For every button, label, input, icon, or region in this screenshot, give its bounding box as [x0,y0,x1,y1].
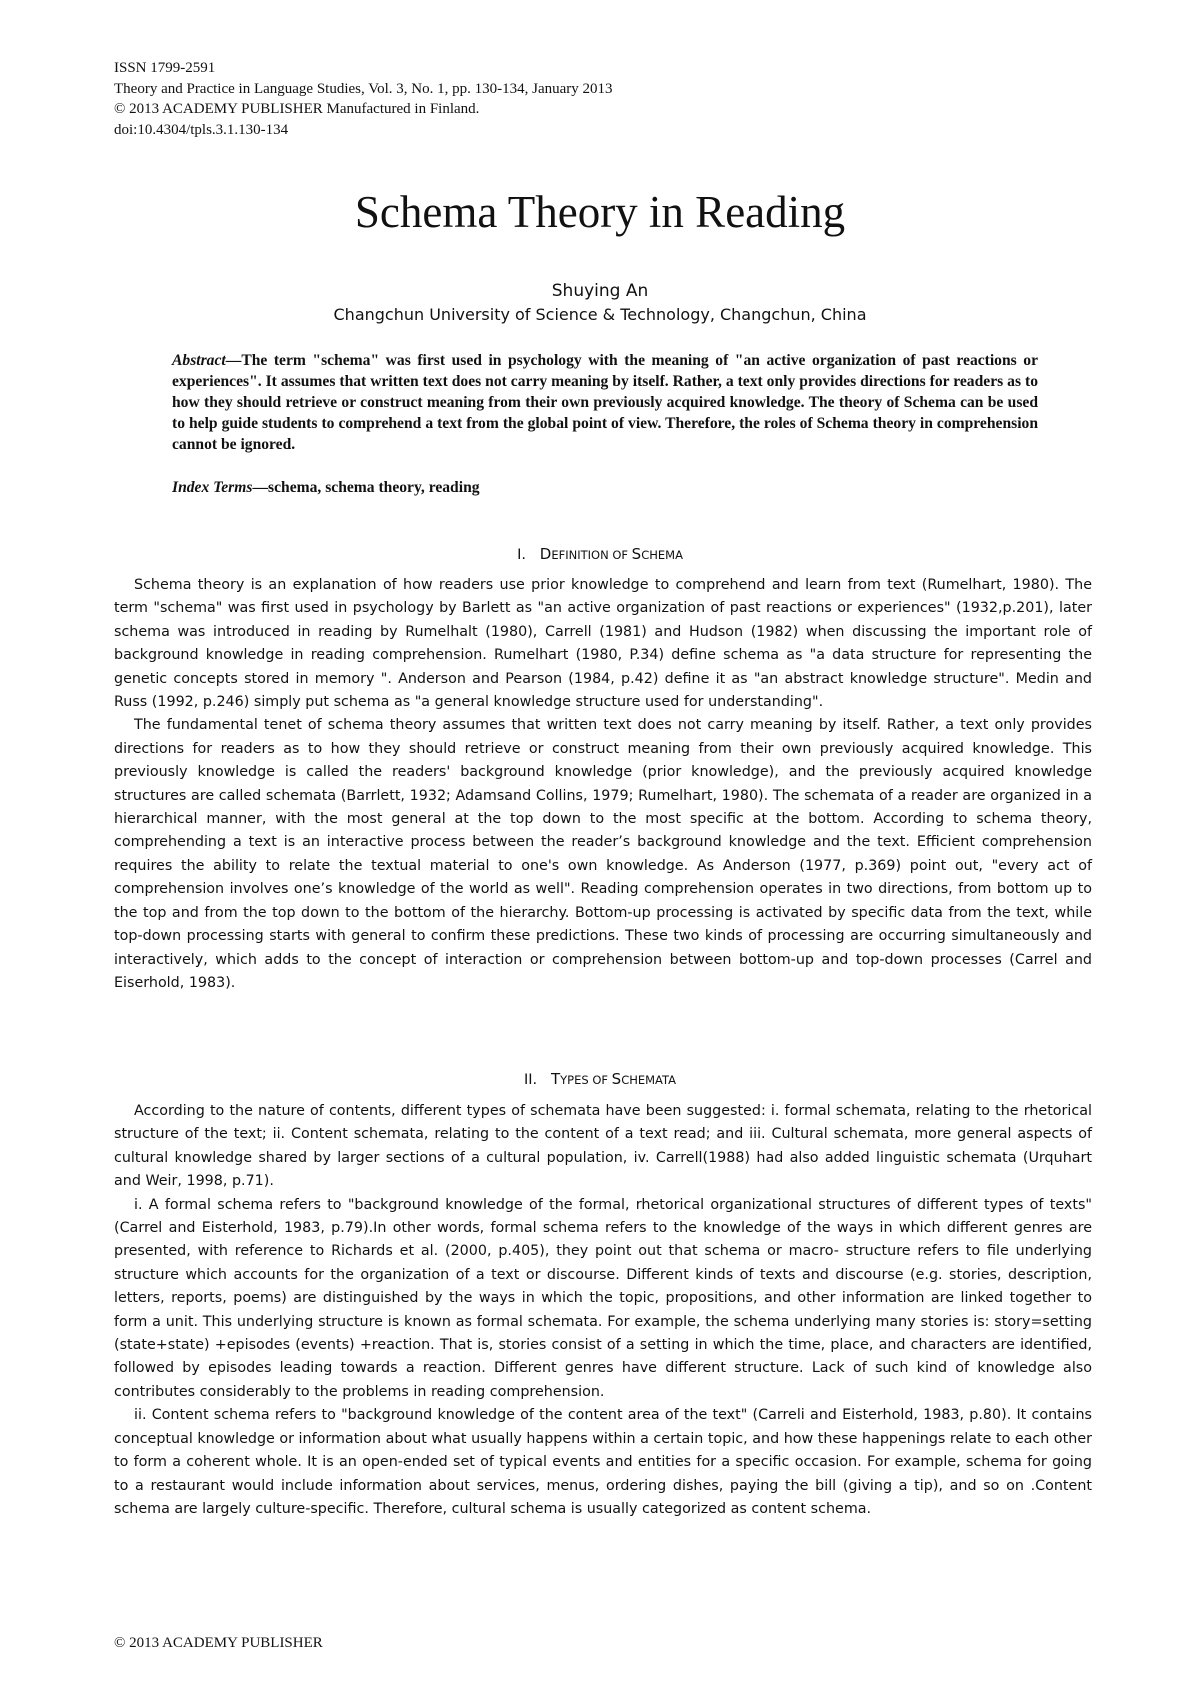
issn-line: ISSN 1799-2591 [114,60,216,76]
paragraph: i. A formal schema refers to "background knowledge of the formal, rhetorical organizational structures of different types of texts" (Carrel and Eisterhold, 1983, p.79).In other words, formal schema refers to the knowledge of the ways in which different genres are presented, with reference to Richards et al. (2000, p.405), they point out that schema or macro- structure refers to file underlying structure which accounts for the organization of a text or discourse. Different kinds of texts and discourse (e.g. stories, description, letters, reports, poems) are distinguished by the ways in which the topic, propositions, and other information are linked together to form a unit. This underlying structure is known as formal schemata. For example, the schema underlying many stories is: story=setting (state+state) +episodes (events) +reaction. That is, stories consist of a setting in which the time, place, and characters are identified, followed by episodes leading towards a reaction. Different genres have different structure. Lack of such kind of knowledge also contributes considerably to the problems in reading comprehension. [114,1196,1092,1400]
journal-header [114,58,613,140]
paragraph: Schema theory is an explanation of how readers use prior knowledge to comprehend and learn from text (Rumelhart, 1980). The term "schema" was first used in psychology by Barlett as "an active organization of past reactions or experiences" (1932,p.201), later schema was introduced in reading by Rumelhalt (1980), Carrell (1981) and Hudson (1982) when discussing the important role of background knowledge in reading comprehension. Rumelhart (1980, P.34) define schema as "a data structure for representing the genetic concepts stored in memory ". Anderson and Pearson (1984, p.42) define it as "an abstract knowledge structure". Medin and Russ (1992, p.246) simply put schema as "a general knowledge structure used for understanding". [114,577,1092,711]
page-footer: © 2013 ACADEMY PUBLISHER [114,1635,323,1651]
author-affiliation: Changchun University of Science & Technology, Changchun, China [333,305,867,324]
paragraph: ii. Content schema refers to "background knowledge of the content area of the text" (Carreli and Eisterhold, 1983, p.80). It contains conceptual knowledge or information about what usually happens within a certain topic, and how these happenings relate to each other to form a coherent whole. It is an open-ended set of typical events and entities for a specific occasion. For example, schema for going to a restaurant would include information about services, menus, ordering dishes, paying the bill (giving a tip), and so on .Content schema are largely culture-specific. Therefore, cultural schema is usually categorized as content schema. [114,1407,1092,1517]
journal-citation-line: Theory and Practice in Language Studies, Vol. 3, No. 1, pp. 130-134, January 2013 [114,80,613,97]
paragraph: According to the nature of contents, different types of schemata have been suggested: i. formal schemata, relating to the rhetorical structure of the text; ii. Content schemata, relating to the content of a text read; and iii. Cultural schemata, more general aspects of cultural knowledge shared by larger sections of a cultural population, iv. Carrell(1988) had also added linguistic schemata (Urquhart and Weir, 1998, p.71). [114,1103,1092,1190]
section-body-definition [114,574,1092,995]
heading-initial: D [539,545,552,563]
doi-line: doi:10.4304/tpls.3.1.130-134 [114,121,289,138]
heading-initial-2: S [631,545,642,563]
copyright-line: © 2013 ACADEMY PUBLISHER Manufactured in Finland. [114,101,480,117]
heading-smallcaps-2: CHEMA [641,548,683,562]
section-number: II. [523,1072,538,1088]
abstract-text: —The term "schema" was first used in psychology with the meaning of "an active organization of past reactions or experiences". It assumes that written text does not carry meaning by itself. Rather, a text only provides directions for readers as to how they should retrieve or construct meaning from their own previously acquired knowledge. The theory of Schema can be used to help guide students to comprehend a text from the global point of view. Therefore, the roles of Schema theory in comprehension cannot be ignored. [172,352,1038,453]
paper-title: Schema Theory in Reading [354,187,846,237]
section-heading-definition [0,544,1200,565]
section-body-types [114,1100,1092,1521]
heading-initial-2: S [611,1070,622,1088]
abstract [172,350,1038,455]
heading-smallcaps: EFINITION OF [551,548,632,562]
section-heading-types [0,1069,1200,1090]
section-number: I. [517,547,526,563]
heading-initial: T [550,1070,561,1088]
heading-smallcaps-2: CHEMATA [621,1073,677,1087]
author-name: Shuying An [551,281,649,301]
index-terms [172,477,1038,498]
index-terms-text: —schema, schema theory, reading [252,479,480,496]
abstract-label: Abstract [172,352,226,369]
paragraph: The fundamental tenet of schema theory assumes that written text does not carry meaning by itself. Rather, a text only provides directions for readers as to how they should retrieve or construct meaning from their own previously acquired knowledge. This previously knowledge is called the readers' background knowledge (prior knowledge), and the previously acquired knowledge structures are called schemata (Barrlett, 1932; Adamsand Collins, 1979; Rumelhart, 1980). The schemata of a reader are organized in a hierarchical manner, with the most general at the top down to the most specific at the bottom. According to schema theory, comprehending a text is an interactive process between the reader’s background knowledge and the text. Efficient comprehension requires the ability to relate the textual material to one's own knowledge. As Anderson (1977, p.369) point out, "every act of comprehension involves one’s knowledge of the world as well". Reading comprehension operates in two directions, from bottom up to the top and from the top down to the bottom of the hierarchy. Bottom-up processing is activated by specific data from the text, while top-down processing starts with general to confirm these predictions. These two kinds of processing are occurring simultaneously and interactively, which adds to the concept of interaction or comprehension between bottom-up and top-down processes (Carrel and Eiserhold, 1983). [114,717,1092,991]
index-terms-label: Index Terms [172,479,253,496]
heading-smallcaps: YPES OF [560,1073,612,1087]
